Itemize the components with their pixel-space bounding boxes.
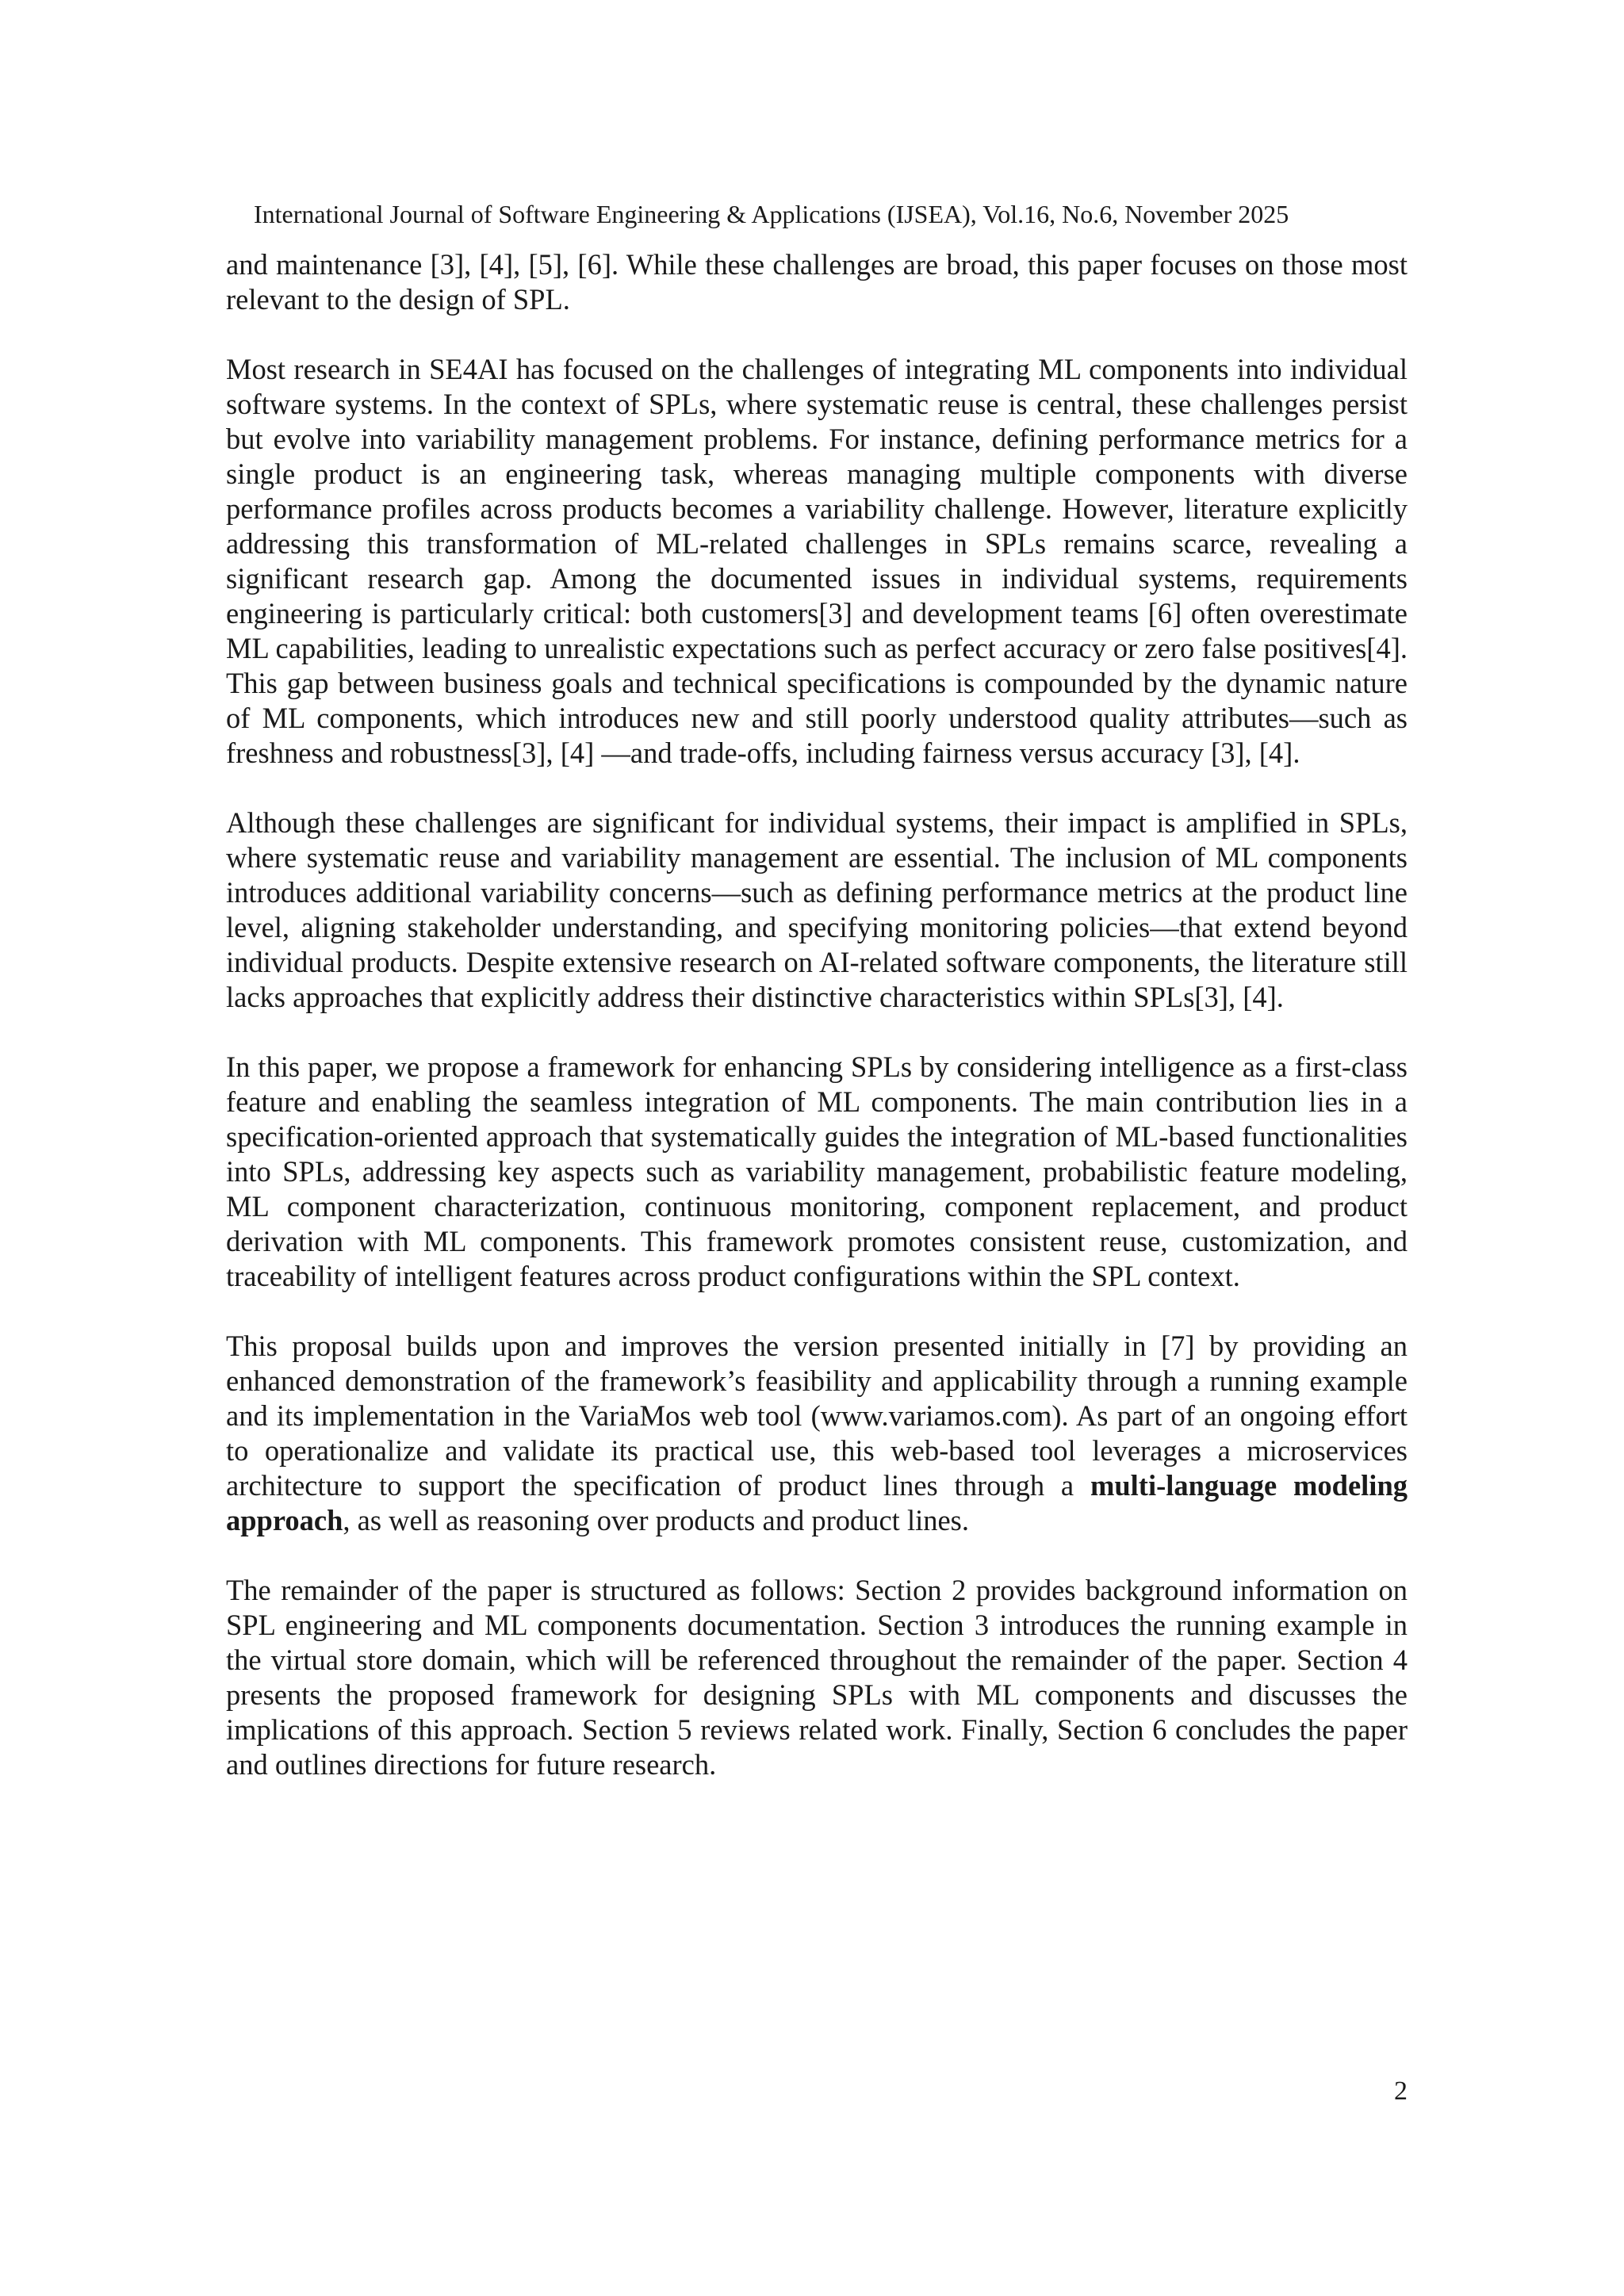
paragraph-5-text-end: , as well as reasoning over products and product lines. bbox=[343, 1504, 970, 1536]
paragraph-3: Although these challenges are significant for individual systems, their impact is amplified in SPLs, where systematic reuse and variability management are essential. The inclusion of ML components introduces additional variability concerns—such as defining performance metrics at the product line level, aligning stakeholder understanding, and specifying monitoring policies—that extend beyond individual products. Despite extensive research on AI-related software components, the literature still lacks approaches that explicitly address their distinctive characteristics within SPLs[3], [4]. bbox=[226, 806, 1408, 1013]
paragraph-2: Most research in SE4AI has focused on the challenges of integrating ML components into individual software systems. In the context of SPLs, where systematic reuse is central, these challenges persist but evolve into variability management problems. For instance, defining performance metrics for a single product is an engineering task, whereas managing multiple components with diverse performance profiles across products becomes a variability challenge. However, literature explicitly addressing this transformation of ML-related challenges in SPLs remains scarce, revealing a significant research gap. Among the documented issues in individual systems, requirements engineering is particularly critical: both customers[3] and development teams [6] often overestimate ML capabilities, leading to unrealistic expectations such as perfect accuracy or zero false positives[4]. This gap between business goals and technical specifications is compounded by the dynamic nature of ML components, which introduces new and still poorly understood quality attributes—such as freshness and robustness[3], [4] —and trade-offs, including fairness versus accuracy [3], [4]. bbox=[226, 353, 1408, 769]
paragraph-6: The remainder of the paper is structured as follows: Section 2 provides background information on SPL engineering and ML components documentation. Section 3 introduces the running example in the virtual store domain, which will be referenced throughout the remainder of the paper. Section 4 presents the proposed framework for designing SPLs with ML components and discusses the implications of this approach. Section 5 reviews related work. Finally, Section 6 concludes the paper and outlines directions for future research. bbox=[226, 1574, 1408, 1781]
paragraph-5 bbox=[226, 1329, 1408, 1538]
page-number: 2 bbox=[1394, 2076, 1408, 2106]
paragraph-4: In this paper, we propose a framework for enhancing SPLs by considering intelligence as a first-class feature and enabling the seamless integration of ML components. The main contribution lies in a specification-oriented approach that systematically guides the integration of ML-based functionalities into SPLs, addressing key aspects such as variability management, probabilistic feature modeling, ML component characterization, continuous monitoring, component replacement, and product derivation with ML components. This framework promotes consistent reuse, customization, and traceability of intelligent features across product configurations within the SPL context. bbox=[226, 1050, 1408, 1292]
paragraph-5-text-start: This proposal builds upon and improves the version presented initially in [7] by providing an enhanced demonstration of the framework’s feasibility and applicability through a running example and its implementation in the VariaMos web tool (www.variamos.com). As part of an ongoing effort to operationalize and validate its practical use, this web-based tool leverages a microservices architecture to support the specification of product lines through a bbox=[226, 1330, 1408, 1502]
paragraph-1: and maintenance [3], [4], [5], [6]. While these challenges are broad, this paper focuses on those most relevant to the design of SPL. bbox=[226, 248, 1408, 316]
body-text bbox=[226, 247, 1408, 1782]
running-header: International Journal of Software Engineering & Applications (IJSEA), Vol.16, No.6, November 2025 bbox=[254, 200, 1289, 228]
paragraph-5-bold-term: multi-language modeling approach bbox=[226, 1469, 1408, 1536]
